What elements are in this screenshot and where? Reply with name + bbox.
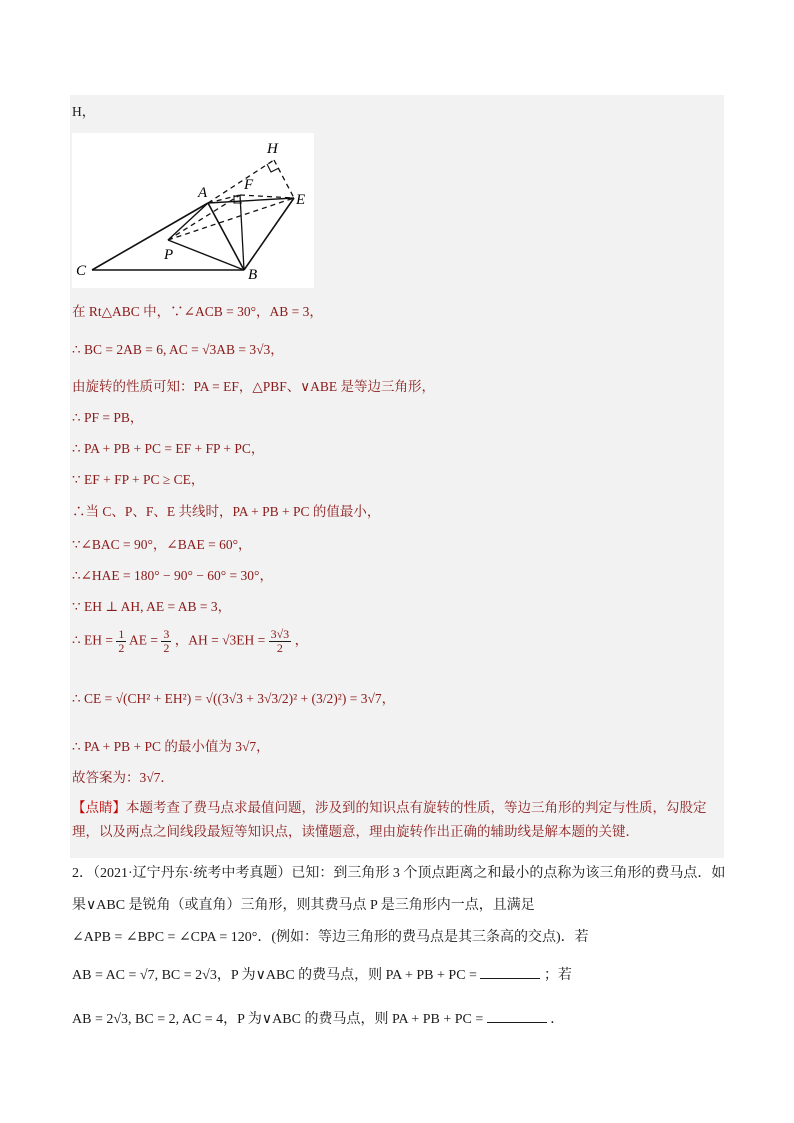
fraction-3-2 <box>161 628 171 655</box>
geometry-figure-svg <box>72 133 314 288</box>
note-tag: 【点睛】 <box>72 800 126 815</box>
ah-eq: ，AH = √3EH = <box>174 632 266 648</box>
note-text: 本题考查了费马点求最值问题，涉及到的知识点有旋转的性质，等边三角形的判定与性质，勾股定理，以及两点之间线段最短等知识点，读懂题意，理由旋转作出正确的辅助线是解本题的关键． <box>72 800 707 839</box>
label-a: A <box>198 185 208 201</box>
solution-line-8: ∵∠BAC = 90°，∠BAE = 60°， <box>72 537 252 552</box>
solution-line-9: ∴∠HAE = 180° − 90° − 60° = 30°， <box>72 568 273 583</box>
geometry-figure <box>72 133 314 288</box>
label-c: C <box>76 263 87 279</box>
fraction-num: 1 <box>118 627 125 641</box>
segment-pf-dashed <box>168 195 240 240</box>
segment-ah-dashed <box>208 160 274 203</box>
answer-blank-1[interactable] <box>480 964 540 979</box>
label-p: P <box>164 247 174 263</box>
question-line-5 <box>72 1008 564 1030</box>
fraction-3root3-2 <box>269 628 292 655</box>
segment-fe-dashed <box>240 195 294 198</box>
segment-he-dashed <box>274 160 294 198</box>
solution-line-14: 故答案为：3√7． <box>72 770 174 785</box>
label-b: B <box>248 267 258 283</box>
fraction-num: 3 <box>163 627 170 641</box>
note-paragraph <box>72 796 720 844</box>
solution-line-7: ∴当 C、P、F、E 共线时，PA + PB + PC 的值最小， <box>72 504 381 519</box>
right-angle-h <box>267 164 279 172</box>
solution-line-12: ∴ CE = √(CH² + EH²) = √((3√3 + 3√3/2)² + (3/2)²) = 3√7， <box>72 691 396 706</box>
question-4-tail: ；若 <box>543 968 572 983</box>
question-line-3: ∠APB = ∠BPC = ∠CPA = 120°．(例如：等边三角形的费马点是其三条高的交点)．若 <box>72 930 589 945</box>
fraction-1-2 <box>116 628 126 655</box>
solution-line-6: ∵ EF + FP + PC ≥ CE， <box>72 472 205 487</box>
solution-line-11 <box>72 628 308 655</box>
fraction-den: 2 <box>118 641 125 655</box>
solution-line-1: 在 Rt△ABC 中，∵∠ACB = 30°，AB = 3， <box>72 304 323 319</box>
segment-pa <box>168 203 208 240</box>
question-line-2: 果∨ABC 是锐角（或直角）三角形，则其费马点 P 是三角形内一点，且满足 <box>72 898 535 913</box>
question-line-1: 2．（2021·辽宁丹东·统考中考真题）已知：到三角形 3 个顶点距离之和最小的点称为该三角形的费马点．如 <box>72 866 726 881</box>
segment-ab <box>208 203 244 270</box>
ae-eq: AE = <box>128 632 158 648</box>
question-5-tail: ． <box>550 1012 565 1027</box>
solution-line-13: ∴ PA + PB + PC 的最小值为 3√7， <box>72 739 270 754</box>
fraction-num: 3√3 <box>270 627 290 641</box>
question-4-text: AB = AC = √7, BC = 2√3，P 为∨ABC 的费马点，则 PA + PB + PC = <box>72 968 477 983</box>
solution-line-3: 由旋转的性质可知：PA = EF，△PBF、∨ABE 是等边三角形， <box>72 379 436 394</box>
segment-bf <box>240 195 244 270</box>
line-end: ， <box>294 632 309 648</box>
question-5-text: AB = 2√3, BC = 2, AC = 4，P 为∨ABC 的费马点，则 PA + PB + PC = <box>72 1012 484 1027</box>
label-f: F <box>244 177 254 193</box>
segment-ca <box>92 203 208 270</box>
solution-line-5: ∴ PA + PB + PC = EF + FP + PC， <box>72 441 265 456</box>
segment-pb <box>168 240 244 270</box>
label-e: E <box>296 192 306 208</box>
solution-line-10: ∵ EH ⊥ AH, AE = AB = 3， <box>72 599 232 614</box>
solution-line-h: H， <box>72 104 96 119</box>
question-line-4 <box>72 964 572 986</box>
answer-blank-2[interactable] <box>487 1008 547 1023</box>
solution-line-4: ∴ PF = PB， <box>72 410 144 425</box>
fraction-den: 2 <box>276 641 283 655</box>
segment-pe-dashed <box>168 198 294 240</box>
eh-prefix: ∴ EH = <box>72 632 113 648</box>
label-h: H <box>267 141 278 157</box>
solution-line-2: ∴ BC = 2AB = 6, AC = √3AB = 3√3， <box>72 342 284 357</box>
segment-be <box>244 198 294 270</box>
fraction-den: 2 <box>163 641 170 655</box>
